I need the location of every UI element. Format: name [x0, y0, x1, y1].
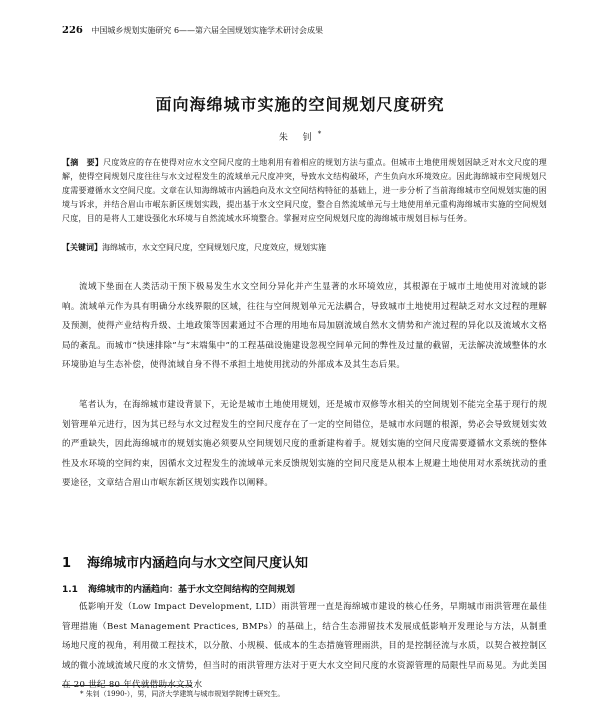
keywords	[62, 240, 547, 255]
author-name: 朱 钊	[278, 133, 318, 143]
abstract-text: 尺度效应的存在使得对应水文空间尺度的土地利用有着相应的规划方法与重点。但城市土地使用规划因缺乏对水文尺度的理解，使得空间规划尺度往往与水文过程发生的流域单元尺度冲突，导致水文结构破坏，产生负向水环境效应。因此海绵城市空间规划尺度需要遵循水文空间尺度。文章在认知海绵城市内涵趋向及水文空间结构特征的基础上，进一步分析了当前海绵城市空间规划实施的困境与诉求，并结合眉山市岷东新区规划实践，提出基于水文空间尺度，整合自然流域单元与土地使用单元重构海绵城市实施的空间规划尺度，目的是将人工建设强化水环境与自然流域水环境整合。掌握对应空间规划尺度的海绵城市规划目标与任务。	[62, 158, 548, 223]
footnote: * 朱钊（1990-），男，同济大学建筑与城市规划学院博士研究生。	[80, 690, 285, 698]
running-title: 中国城乡规划实施研究 6——第六届全国规划实施学术研讨会成果	[91, 26, 324, 35]
running-header	[62, 26, 560, 36]
subsection-title: 海绵城市的内涵趋向：基于水文空间结构的空间规划	[87, 585, 295, 595]
body-paragraph: 流域下垫面在人类活动干预下极易发生水文空间分异化并产生显著的水环境效应，其根源在于城市土地使用对流域的影响。流域单元作为具有明确分水线界限的区域，往往与空间规划单元无法耦合，导致城市土地使用过程缺乏对水文过程的理解及预测，使得产业结构升级、土地政策等因素通过不合理的用地布局加剧流域自然水文情势和产流过程的异化以及流域水文格局的紊乱。而城市“快速排除”与“末端集中”的工程基础设施建设忽视空间单元间的弊性及过量的截留，无法解决流域整体的水环境胁迫与生态补偿，使得流域自身不得不承担土地使用扰动的外部成本及其生态后果。	[62, 282, 547, 370]
abstract-label: 【摘 要】	[62, 157, 104, 167]
abstract	[62, 155, 547, 226]
subsection-heading	[62, 582, 547, 595]
keywords-text: 海绵城市，水文空间尺度，空间规划尺度，尺度效应，规划实施	[102, 243, 326, 252]
subsection-number: 1.1	[62, 585, 78, 595]
footnote-divider	[62, 685, 192, 686]
author-footnote-marker: *	[317, 130, 322, 138]
body-paragraph: 笔者认为，在海绵城市建设背景下，无论是城市土地使用规划，还是城市双修等水相关的空间规划不能完全基于现行的规划管理单元进行，因为其已经与水文过程发生的空间尺度存在了一定的空间错位，是城市水问题的根源，势必会导致规划实效的严重缺失，因此海绵城市的规划实施必须要从空间规划尺度的重新建构着手。规划实施的空间尺度需要遵循水文系统的整体性及水环境的空间约束，因循水文过程发生的流域单元来反馈规划实施的空间尺度是从根本上规避土地使用对水系统扰动的重要途径，文章结合眉山市岷东新区规划实践作以阐释。	[62, 400, 547, 488]
author-line	[0, 130, 600, 143]
page-number: 226	[62, 26, 83, 36]
body-paragraph: 低影响开发（Low Impact Development, LID）雨洪管理一直是海绵城市建设的核心任务，早期城市雨洪管理在最佳管理措施（Best Management Practices, BMPs）的基础上，结合生态滞留技术发展成低影响开发理论与方法，从制重场地尺度的视角，利用微工程技术，以分散、小规模、低成本的生态措施管理雨洪，目的是控制径流与水质，以契合被控制区域的微小流域流域尺度的水文情势，但当时的雨洪管理方法对于更大水文空间尺度的水资源管理的局限性早而易见。为此美国在 20 世纪 80 年代就借助水文及水	[62, 602, 547, 690]
paper-title: 面向海绵城市实施的空间规划尺度研究	[155, 95, 445, 114]
section-heading	[62, 552, 547, 571]
section-number: 1	[62, 556, 72, 571]
section-title: 海绵城市内涵趋向与水文空间尺度认知	[87, 556, 309, 571]
keywords-label: 【关键词】	[62, 242, 102, 252]
